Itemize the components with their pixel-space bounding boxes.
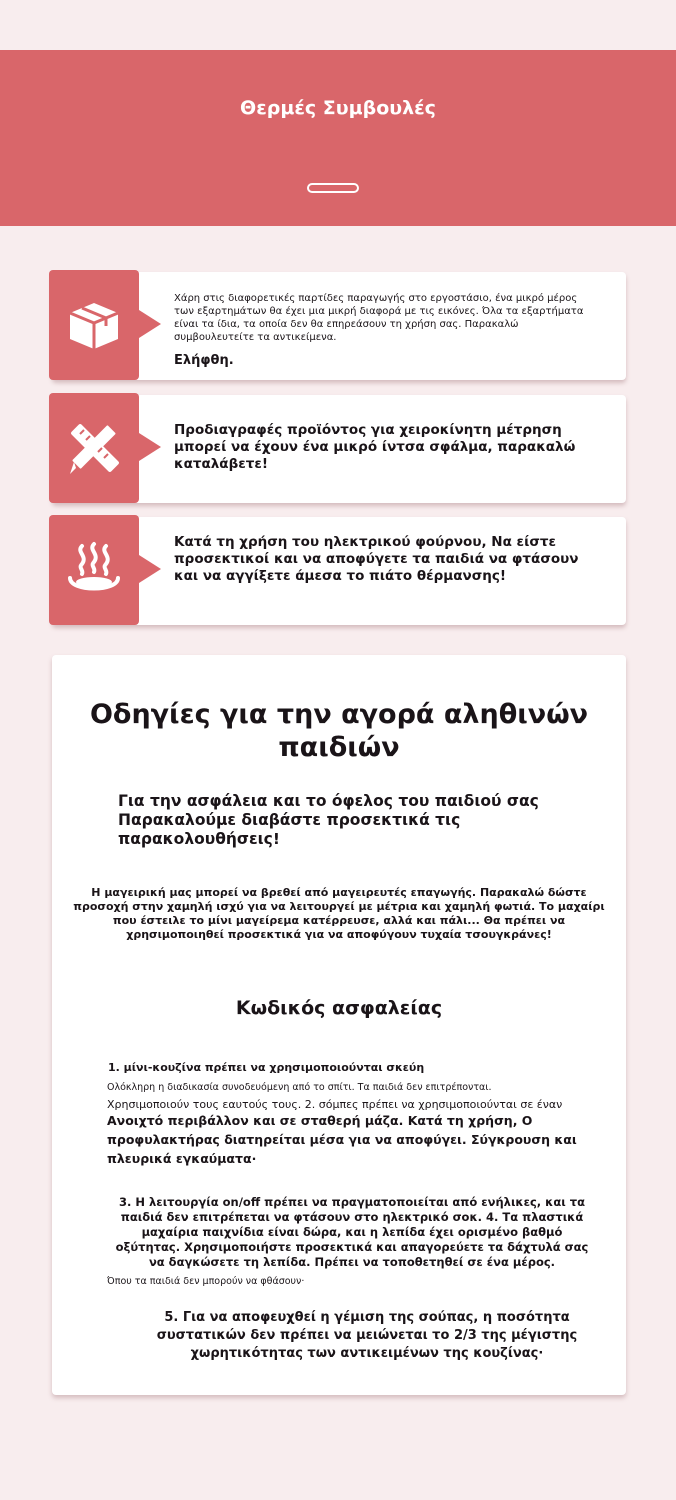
page-title: Θερμές Συμβουλές xyxy=(240,97,436,119)
tip-pointer xyxy=(139,310,161,338)
header-banner xyxy=(0,50,676,226)
safety-item: Ολόκληρη η διαδικασία συνοδευόμενη από το σπίτι. Τα παιδιά δεν επιτρέπονται. xyxy=(107,1082,492,1093)
tip-pointer xyxy=(139,433,161,461)
hot-plate-icon xyxy=(62,538,126,602)
tip-card-oven xyxy=(52,517,626,625)
box-icon xyxy=(62,293,126,357)
guide-title: Οδηγίες για την αγορά αληθινών παιδιών xyxy=(89,699,589,763)
purchase-guide-card xyxy=(52,655,626,1395)
safety-item: 1. μίνι-κουζίνα πρέπει να χρησιμοποιούνται σκεύη xyxy=(108,1061,425,1074)
tip-icon-box xyxy=(49,515,139,625)
safety-item: Χρησιμοποιούν τους εαυτούς τους. 2. σόμπες πρέπει να χρησιμοποιούνται σε έναν xyxy=(107,1098,563,1111)
safety-item: 3. Η λειτουργία on/off πρέπει να πραγματοποιείται από ενήλικες, και τα παιδιά δεν επιτρέπεται να φτάσουν στο ηλεκτρικό σοκ. 4. Τα πλαστικά μαχαίρια παιχνίδια είναι δώρα, και η λεπίδα έχει ορισμένο βαθμό οξύτητας. Χρησιμοποιήστε προσεκτικά και απαγορεύετε τα δάχτυλά σας να δαγκώσετε τη λεπίδα. Πρέπει να τοποθετηθεί σε ένα μέρος. xyxy=(115,1195,589,1269)
tip-text: Χάρη στις διαφορετικές παρτίδες παραγωγής στο εργοστάσιο, ένα μικρό μέρος των εξαρτημάτων θα έχει μια μικρή διαφορά με τις εικόνες. Όλα τα εξαρτήματα είναι τα ίδια, τα οποία δεν θα επηρεάσουν τη χρήση σας. Παρακαλώ συμβουλευτείτε τα αντικείμενα. xyxy=(174,293,584,343)
tip-text-note: Ελήφθη. xyxy=(174,353,234,368)
tip-pointer xyxy=(139,555,161,583)
safety-title: Κωδικός ασφαλείας xyxy=(235,997,443,1019)
safety-item: 5. Για να αποφευχθεί η γέμιση της σούπας, η ποσότητα συστατικών δεν πρέπει να μειώνεται το 2/3 της μέγιστης χωρητικότητας των αντικειμένων της κουζίνας· xyxy=(156,1310,578,1361)
tip-icon-box xyxy=(49,393,139,503)
tip-icon-box xyxy=(49,270,139,380)
tip-text: Κατά τη χρήση του ηλεκτρικού φούρνου, Να είστε προσεκτικοί και να αποφύγετε τα παιδιά να φτάσουν και να αγγίξετε άμεσα το πιάτο θέρμανσης! xyxy=(174,534,579,584)
pencil-ruler-icon xyxy=(62,416,126,480)
guide-body: Η μαγειρική μας μπορεί να βρεθεί από μαγειρευτές επαγωγής. Παρακαλώ δώστε προσοχή στην χαμηλή ισχύ για να λειτουργεί με μέτρια και χαμηλή φωτιά. Το μαχαίρι που έστειλε το μίνι μαγείρεμα κατέρρευσε, αλλά και πάλι... Θα πρέπει να χρησιμοποιηθεί προσεκτικά για να αποφύγουν τυχαία τσουγκράνες! xyxy=(73,886,605,941)
safety-item: Όπου τα παιδιά δεν μπορούν να φθάσουν· xyxy=(107,1276,305,1287)
tip-card-parts xyxy=(52,272,626,380)
safety-item: Ανοιχτό περιβάλλον και σε σταθερή μάζα. Κατά τη χρήση, Ο προφυλακτήρας διατηρείται μέσα για να αποφύγει. Σύγκρουση και πλευρικά εγκαύματα· xyxy=(107,1113,577,1166)
tip-card-measurement xyxy=(52,395,626,503)
tip-text: Προδιαγραφές προϊόντος για χειροκίνητη μέτρηση μπορεί να έχουν ένα μικρό ίντσα σφάλμα, παρακαλώ καταλάβετε! xyxy=(174,422,576,472)
guide-subtitle: Για την ασφάλεια και το όφελος του παιδιού σας Παρακαλούμε διαβάστε προσεκτικά τις παρακολουθήσεις! xyxy=(118,792,539,848)
header-divider xyxy=(307,183,359,193)
